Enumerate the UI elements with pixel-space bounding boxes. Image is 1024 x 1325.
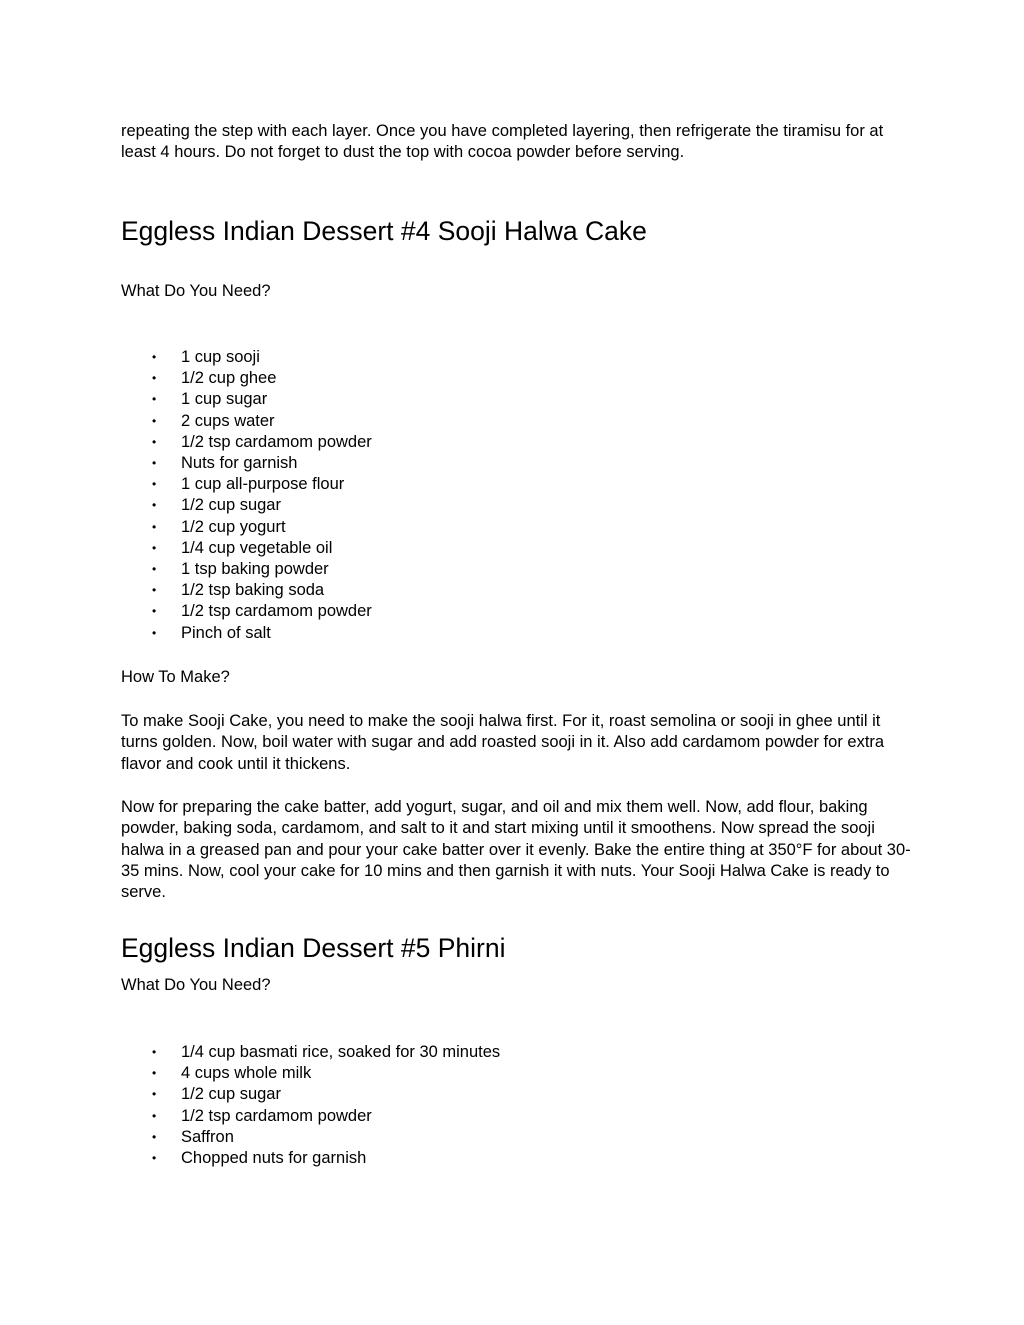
ingredient-text: 1/2 cup sugar bbox=[181, 1085, 281, 1104]
ingredient-text: 1/2 tsp cardamom powder bbox=[181, 602, 372, 621]
bullet-icon: • bbox=[152, 434, 157, 449]
list-item bbox=[121, 389, 372, 410]
ingredient-text: 2 cups water bbox=[181, 411, 275, 430]
dessert4-need-label: What Do You Need? bbox=[121, 282, 271, 300]
list-item bbox=[121, 347, 372, 368]
bullet-icon: • bbox=[152, 562, 157, 577]
ingredient-text: 1/4 cup basmati rice, soaked for 30 minutes bbox=[181, 1043, 501, 1061]
ingredient-text: 1 tsp baking powder bbox=[181, 560, 329, 579]
dessert5-ingredient-list bbox=[121, 1042, 500, 1169]
list-item bbox=[121, 538, 372, 559]
list-item bbox=[121, 559, 372, 580]
list-item bbox=[121, 580, 372, 601]
list-item bbox=[121, 1106, 500, 1127]
list-item bbox=[121, 1042, 500, 1063]
ingredient-text: 1 cup sooji bbox=[181, 348, 260, 366]
list-item bbox=[121, 1148, 500, 1169]
intro-paragraph: repeating the step with each layer. Once you have completed layering, then refrigerate the tiramisu for at least 4 hours. Do not forget to dust the top with cocoa powder before serving. bbox=[121, 122, 884, 162]
bullet-icon: • bbox=[152, 1066, 157, 1081]
bullet-icon: • bbox=[152, 519, 157, 534]
list-item bbox=[121, 432, 372, 453]
ingredient-text: Saffron bbox=[181, 1127, 234, 1146]
list-item bbox=[121, 411, 372, 432]
ingredient-text: 1 cup sugar bbox=[181, 390, 268, 409]
ingredient-text: Nuts for garnish bbox=[181, 454, 298, 473]
bullet-icon: • bbox=[152, 1151, 157, 1166]
ingredient-text: 1/2 cup sugar bbox=[181, 496, 281, 515]
dessert4-heading: Eggless Indian Dessert #4 Sooji Halwa Cake bbox=[121, 216, 647, 246]
bullet-icon: • bbox=[152, 625, 157, 640]
bullet-icon: • bbox=[152, 1129, 157, 1144]
bullet-icon: • bbox=[152, 477, 157, 492]
bullet-icon: • bbox=[152, 604, 157, 619]
bullet-icon: • bbox=[152, 583, 157, 598]
list-item bbox=[121, 1084, 500, 1105]
bullet-icon: • bbox=[152, 371, 157, 386]
ingredient-text: Pinch of salt bbox=[181, 623, 271, 642]
ingredient-text: 1 cup all-purpose flour bbox=[181, 475, 345, 494]
ingredient-text: 4 cups whole milk bbox=[181, 1064, 312, 1083]
list-item bbox=[121, 453, 372, 474]
bullet-icon: • bbox=[152, 413, 157, 428]
bullet-icon: • bbox=[152, 392, 157, 407]
ingredient-text: 1/2 tsp baking soda bbox=[181, 581, 325, 600]
list-item bbox=[121, 601, 372, 622]
ingredient-text: 1/4 cup vegetable oil bbox=[181, 538, 333, 557]
dessert5-need-label: What Do You Need? bbox=[121, 976, 271, 994]
ingredient-text: 1/2 tsp cardamom powder bbox=[181, 1106, 372, 1125]
bullet-icon: • bbox=[152, 1108, 157, 1123]
ingredient-text: 1/2 tsp cardamom powder bbox=[181, 432, 372, 451]
bullet-icon: • bbox=[152, 1087, 157, 1102]
list-item bbox=[121, 623, 372, 644]
bullet-icon: • bbox=[152, 456, 157, 471]
bullet-icon: • bbox=[152, 350, 157, 364]
ingredient-text: Chopped nuts for garnish bbox=[181, 1149, 367, 1168]
bullet-icon: • bbox=[152, 498, 157, 513]
dessert4-step-2: Now for preparing the cake batter, add yogurt, sugar, and oil and mix them well. Now, add flour, baking powder, baking soda, cardamom, and salt to it and start mixing until it smoothens. Now spread the sooji halwa in a greased pan and pour your cake batter over it evenly. Bake the entire thing at 350°F for about 30-35 mins. Now, cool your cake for 10 mins and then garnish it with nuts. Your Sooji Halwa Cake is ready to serve. bbox=[121, 798, 911, 902]
ingredient-text: 1/2 cup ghee bbox=[181, 369, 277, 388]
dessert4-step-1: To make Sooji Cake, you need to make the sooji halwa first. For it, roast semolina or sooji in ghee until it turns golden. Now, boil water with sugar and add roasted sooji in it. Also add cardamom powder for extra flavor and cook until it thickens. bbox=[121, 712, 885, 773]
list-item bbox=[121, 517, 372, 538]
list-item bbox=[121, 1127, 500, 1148]
list-item bbox=[121, 474, 372, 495]
list-item bbox=[121, 368, 372, 389]
dessert4-how-label: How To Make? bbox=[121, 668, 230, 686]
bullet-icon: • bbox=[152, 540, 157, 555]
ingredient-text: 1/2 cup yogurt bbox=[181, 517, 286, 536]
dessert4-ingredient-list bbox=[121, 347, 372, 644]
dessert5-heading: Eggless Indian Dessert #5 Phirni bbox=[121, 933, 506, 963]
list-item bbox=[121, 495, 372, 516]
list-item bbox=[121, 1063, 500, 1084]
bullet-icon: • bbox=[152, 1045, 157, 1059]
